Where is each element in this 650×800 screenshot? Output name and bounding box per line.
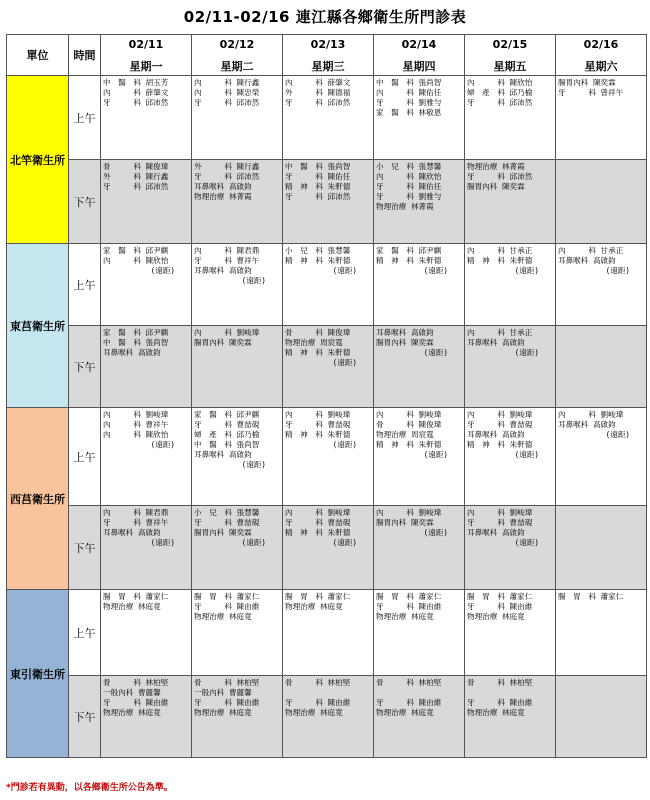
doctor-entry: 牙 科 曹喆硯 [285, 518, 351, 527]
schedule-cell [192, 244, 283, 326]
doctor-entry: 腸 胃 科 蕭家仁 [558, 592, 624, 601]
schedule-cell [283, 326, 374, 408]
schedule-cell [465, 244, 556, 326]
day-weekday: 星期二 [220, 60, 254, 73]
schedule-cell [283, 676, 374, 758]
doctor-entry: 精 神 科 朱軒德 [285, 430, 351, 439]
doctor-entry: 牙 科 曹祥午 [103, 518, 169, 527]
schedule-cell [101, 408, 192, 506]
doctor-entry: 內 科 劉峻瑋 [376, 410, 442, 419]
doctor-entry: 小 兒 科 張慧馨 [376, 162, 442, 171]
doctor-entry: 內 科 劉峻瑋 [558, 410, 624, 419]
doctor-entry: 牙 科 曾祥午 [558, 88, 624, 97]
doctor-entry: 腸胃內科 陳奕霖 [376, 338, 434, 347]
doctor-entry: 牙 科 曹喆硯 [194, 420, 260, 429]
doctor-entry: 中 醫 科 張尚智 [194, 440, 260, 449]
remote-note: (遠距) [423, 450, 448, 459]
remote-note: (遠距) [514, 266, 539, 275]
doctor-entry: 物理治療 林庭竟 [103, 708, 161, 717]
doctor-entry: 牙 科 邱沛然 [467, 172, 533, 181]
doctor-entry: 內 科 陳佑任 [376, 88, 442, 97]
period-label: 下午 [69, 160, 101, 244]
doctor-entry: 骨 科 林柏堅 [285, 678, 351, 687]
schedule-row [7, 676, 647, 758]
doctor-entry: 精 神 科 朱軒德 [376, 256, 442, 265]
schedule-row [7, 244, 647, 326]
doctor-entry: 耳鼻喉科 高啟鈞 [103, 528, 161, 537]
schedule-cell [374, 408, 465, 506]
doctor-entry: 物理治療 林菁霞 [467, 162, 525, 171]
schedule-cell [192, 506, 283, 590]
schedule-cell [101, 160, 192, 244]
doctor-entry: 內 科 陳君鼎 [103, 508, 169, 517]
schedule-cell [283, 160, 374, 244]
doctor-entry: 內 科 劉峻瑋 [376, 508, 442, 517]
schedule-row [7, 76, 647, 160]
remote-note: (遠距) [514, 348, 539, 357]
schedule-cell [374, 160, 465, 244]
remote-note: (遠距) [423, 266, 448, 275]
day-date: 02/13 [310, 38, 346, 51]
doctor-entry: 腸 胃 科 蕭家仁 [285, 592, 351, 601]
schedule-cell [556, 160, 647, 244]
schedule-cell [374, 506, 465, 590]
doctor-entry: 小 兒 科 張慧馨 [285, 246, 351, 255]
time-header: 時間 [69, 35, 101, 76]
day-header [556, 35, 647, 76]
doctor-entry: 精 神 科 朱軒德 [467, 440, 533, 449]
doctor-entry: 腸胃內科 陳奕霖 [376, 518, 434, 527]
schedule-row [7, 590, 647, 676]
remote-note: (遠距) [423, 348, 448, 357]
schedule-cell [374, 676, 465, 758]
unit-header: 單位 [7, 35, 69, 76]
schedule-cell [556, 590, 647, 676]
doctor-entry: 中 醫 科 張尚智 [376, 78, 442, 87]
doctor-entry: 小 兒 科 張慧馨 [194, 508, 260, 517]
remote-note: (遠距) [150, 266, 175, 275]
unit-name: 北竿衛生所 [7, 76, 69, 244]
schedule-cell [283, 506, 374, 590]
schedule-row [7, 506, 647, 590]
schedule-cell [192, 160, 283, 244]
doctor-entry: 骨 科 陳俊瑋 [285, 328, 351, 337]
doctor-entry [285, 688, 371, 698]
day-header [192, 35, 283, 76]
doctor-entry: 中 醫 科 張尚智 [285, 162, 351, 171]
doctor-entry: 牙 科 曹喆硯 [467, 420, 533, 429]
doctor-entry: 精 神 科 朱軒德 [376, 440, 442, 449]
unit-name: 東莒衛生所 [7, 244, 69, 408]
remote-note: (遠距) [423, 528, 448, 537]
schedule-cell [283, 408, 374, 506]
doctor-entry: 腸 胃 科 蕭家仁 [103, 592, 169, 601]
doctor-entry: 腸胃內科 陳奕霖 [558, 78, 616, 87]
doctor-entry: 牙 科 邱沛然 [194, 98, 260, 107]
doctor-entry: 中 醫 科 胡玉芳 [103, 78, 169, 87]
unit-name: 東引衛生所 [7, 590, 69, 758]
doctor-entry: 內 科 薛肇文 [285, 78, 351, 87]
doctor-entry: 內 科 陳欣怡 [376, 172, 442, 181]
schedule-cell [556, 244, 647, 326]
period-label: 上午 [69, 590, 101, 676]
doctor-entry: 腸胃內科 陳奕霖 [194, 528, 252, 537]
doctor-entry: 內 科 劉峻瑋 [467, 410, 533, 419]
period-label: 下午 [69, 326, 101, 408]
doctor-entry: 牙 科 曹祥午 [194, 256, 260, 265]
schedule-row [7, 326, 647, 408]
day-header [283, 35, 374, 76]
doctor-entry: 骨 科 林柏堅 [467, 678, 533, 687]
doctor-entry: 骨 科 林柏堅 [376, 678, 442, 687]
day-date: 02/15 [492, 38, 528, 51]
doctor-entry: 內 科 甘承正 [467, 328, 533, 337]
day-weekday: 星期五 [493, 60, 527, 73]
schedule-cell [101, 506, 192, 590]
day-date: 02/16 [583, 38, 619, 51]
doctor-entry: 內 科 劉峻瑋 [467, 508, 533, 517]
day-date: 02/14 [401, 38, 437, 51]
doctor-entry: 物理治療 林庭竟 [376, 708, 434, 717]
page-title: 02/11-02/16 連江縣各鄉衛生所門診表 [183, 8, 467, 26]
doctor-entry: 內 科 劉峻瑋 [285, 410, 351, 419]
doctor-entry: 家 醫 科 邱尹麒 [376, 246, 442, 255]
doctor-entry: 一般內科 曹麗馨 [103, 688, 161, 697]
schedule-cell [465, 676, 556, 758]
doctor-entry: 牙 科 劉雅勻 [376, 98, 442, 107]
unit-name: 西莒衛生所 [7, 408, 69, 590]
day-header [101, 35, 192, 76]
schedule-cell [101, 244, 192, 326]
doctor-entry: 骨 科 林柏堅 [194, 678, 260, 687]
schedule-cell [101, 76, 192, 160]
doctor-entry: 耳鼻喉科 高啟鈞 [194, 182, 252, 191]
schedule-cell [465, 408, 556, 506]
doctor-entry: 耳鼻喉科 高啟鈞 [103, 348, 161, 357]
doctor-entry: 牙 科 陳由維 [376, 602, 442, 611]
doctor-entry: 精 神 科 朱軒德 [467, 256, 533, 265]
schedule-cell [192, 326, 283, 408]
doctor-entry: 耳鼻喉科 高啟鈞 [376, 328, 434, 337]
doctor-entry: 牙 科 曹喆硯 [467, 518, 533, 527]
schedule-cell [192, 590, 283, 676]
remote-note: (遠距) [514, 450, 539, 459]
schedule-cell [283, 590, 374, 676]
doctor-entry: 牙 科 陳由維 [467, 698, 533, 707]
schedule-cell [374, 590, 465, 676]
doctor-entry: 耳鼻喉科 高啟鈞 [194, 450, 252, 459]
doctor-entry: 腸 胃 科 蕭家仁 [467, 592, 533, 601]
doctor-entry: 物理治療 林庭竟 [194, 612, 252, 621]
doctor-entry: 內 科 甘承正 [467, 246, 533, 255]
doctor-entry: 牙 科 邱沛然 [103, 98, 169, 107]
schedule-cell [101, 676, 192, 758]
doctor-entry: 物理治療 林菁霞 [194, 192, 252, 201]
remote-note: (遠距) [605, 430, 630, 439]
remote-note: (遠距) [241, 538, 266, 547]
doctor-entry: 家 醫 科 邱尹麒 [103, 246, 169, 255]
doctor-entry: 牙 科 陳由維 [285, 698, 351, 707]
day-weekday: 星期三 [311, 60, 345, 73]
day-weekday: 星期四 [402, 60, 436, 73]
doctor-entry: 內 科 薛肇文 [103, 88, 169, 97]
doctor-entry: 物理治療 林庭竟 [103, 602, 161, 611]
schedule-cell [101, 590, 192, 676]
schedule-cell [283, 76, 374, 160]
doctor-entry: 內 科 劉峻瑋 [194, 328, 260, 337]
schedule-cell [465, 326, 556, 408]
schedule-cell [101, 326, 192, 408]
schedule-cell [465, 590, 556, 676]
doctor-entry: 內 科 陳欣怡 [103, 256, 169, 265]
doctor-entry: 牙 科 劉雅勻 [376, 192, 442, 201]
schedule-cell [556, 676, 647, 758]
period-label: 上午 [69, 76, 101, 160]
doctor-entry: 物理治療 林庭竟 [467, 612, 525, 621]
doctor-entry: 中 醫 科 張尚智 [103, 338, 169, 347]
doctor-entry: 耳鼻喉科 高啟鈞 [194, 266, 252, 275]
doctor-entry: 家 醫 科 林敬恩 [376, 108, 442, 117]
doctor-entry: 內 科 劉峻瑋 [103, 410, 169, 419]
schedule-cell [374, 326, 465, 408]
day-date: 02/12 [219, 38, 255, 51]
doctor-entry: 耳鼻喉科 高啟鈞 [467, 430, 525, 439]
schedule-cell [556, 506, 647, 590]
clinic-schedule-table [6, 34, 647, 758]
remote-note: (遠距) [332, 266, 357, 275]
doctor-entry: 精 神 科 朱軒德 [285, 348, 351, 357]
schedule-cell [192, 408, 283, 506]
doctor-entry: 牙 科 邱沛然 [285, 192, 351, 201]
day-header [374, 35, 465, 76]
remote-note: (遠距) [241, 276, 266, 285]
header-row [7, 35, 647, 76]
doctor-entry: 牙 科 陳由維 [467, 602, 533, 611]
doctor-entry: 腸 胃 科 蕭家仁 [376, 592, 442, 601]
schedule-row [7, 160, 647, 244]
doctor-entry [467, 688, 553, 698]
period-label: 上午 [69, 408, 101, 506]
doctor-entry: 精 神 科 朱軒德 [285, 528, 351, 537]
day-header [465, 35, 556, 76]
doctor-entry: 物理治療 林庭竟 [285, 708, 343, 717]
doctor-entry: 耳鼻喉科 高啟鈞 [558, 256, 616, 265]
remote-note: (遠距) [605, 266, 630, 275]
doctor-entry: 一般內科 曹麗馨 [194, 688, 252, 697]
remote-note: (遠距) [150, 538, 175, 547]
doctor-entry: 物理治療 林菁霞 [376, 202, 434, 211]
doctor-entry: 家 醫 科 邱尹麒 [103, 328, 169, 337]
schedule-cell [465, 160, 556, 244]
schedule-cell [556, 408, 647, 506]
doctor-entry: 內 科 陳君鼎 [194, 246, 260, 255]
doctor-entry: 物理治療 林庭竟 [467, 708, 525, 717]
doctor-entry: 內 科 陳忠榮 [194, 88, 260, 97]
doctor-entry: 內 科 曹祥午 [103, 420, 169, 429]
doctor-entry: 物理治療 周宸霆 [376, 430, 434, 439]
schedule-cell [556, 326, 647, 408]
doctor-entry: 牙 科 邱沛然 [285, 98, 351, 107]
doctor-entry: 物理治療 林庭竟 [285, 602, 343, 611]
doctor-entry: 牙 科 陳由維 [194, 602, 260, 611]
doctor-entry: 牙 科 曹喆硯 [285, 420, 351, 429]
doctor-entry: 耳鼻喉科 高啟鈞 [558, 420, 616, 429]
schedule-cell [374, 76, 465, 160]
doctor-entry: 牙 科 邱沛然 [467, 98, 533, 107]
doctor-entry: 外 科 陳行鑫 [103, 172, 169, 181]
doctor-entry: 骨 科 陳俊瑋 [376, 420, 442, 429]
doctor-entry: 內 科 陳欣怡 [467, 78, 533, 87]
period-label: 下午 [69, 676, 101, 758]
period-label: 下午 [69, 506, 101, 590]
doctor-entry: 牙 科 陳由維 [194, 698, 260, 707]
doctor-entry: 耳鼻喉科 高啟鈞 [467, 528, 525, 537]
footnote: *門診若有異動，以各鄉衛生所公告為準。 [6, 783, 173, 793]
doctor-entry: 牙 科 陳佑任 [376, 182, 442, 191]
schedule-cell [283, 244, 374, 326]
doctor-entry: 骨 科 林柏堅 [103, 678, 169, 687]
remote-note: (遠距) [332, 358, 357, 367]
remote-note: (遠距) [241, 460, 266, 469]
day-date: 02/11 [128, 38, 164, 51]
doctor-entry: 牙 科 陳由維 [376, 698, 442, 707]
doctor-entry: 腸胃內科 陳奕霖 [194, 338, 252, 347]
doctor-entry [376, 688, 462, 698]
remote-note: (遠距) [332, 538, 357, 547]
doctor-entry: 外 科 陳行鑫 [194, 162, 260, 171]
doctor-entry: 腸 胃 科 蕭家仁 [194, 592, 260, 601]
schedule-cell [192, 676, 283, 758]
doctor-entry: 婦 產 科 邱乃榆 [467, 88, 533, 97]
doctor-entry: 腸胃內科 陳奕霖 [467, 182, 525, 191]
day-weekday: 星期一 [129, 60, 163, 73]
remote-note: (遠距) [150, 440, 175, 449]
doctor-entry: 精 神 科 朱軒德 [285, 256, 351, 265]
doctor-entry: 牙 科 陳由維 [103, 698, 169, 707]
doctor-entry: 物理治療 林庭竟 [194, 708, 252, 717]
schedule-cell [465, 76, 556, 160]
period-label: 上午 [69, 244, 101, 326]
remote-note: (遠距) [332, 440, 357, 449]
schedule-cell [192, 76, 283, 160]
schedule-cell [556, 76, 647, 160]
doctor-entry: 婦 產 科 邱乃榆 [194, 430, 260, 439]
doctor-entry: 骨 科 陳俊瑋 [103, 162, 169, 171]
schedule-cell [374, 244, 465, 326]
remote-note: (遠距) [514, 538, 539, 547]
doctor-entry: 牙 科 邱沛然 [194, 172, 260, 181]
schedule-row [7, 408, 647, 506]
doctor-entry: 牙 科 曹喆硯 [194, 518, 260, 527]
doctor-entry: 內 科 甘承正 [558, 246, 624, 255]
doctor-entry: 家 醫 科 邱尹麒 [194, 410, 260, 419]
doctor-entry: 牙 科 邱沛然 [103, 182, 169, 191]
day-weekday: 星期六 [584, 60, 618, 73]
doctor-entry: 內 科 劉峻瑋 [285, 508, 351, 517]
doctor-entry: 物理治療 周宸霆 [285, 338, 343, 347]
doctor-entry: 耳鼻喉科 高啟鈞 [467, 338, 525, 347]
doctor-entry: 物理治療 林庭竟 [376, 612, 434, 621]
doctor-entry: 內 科 陳行鑫 [194, 78, 260, 87]
doctor-entry: 牙 科 陳佑任 [285, 172, 351, 181]
doctor-entry: 外 科 陳德福 [285, 88, 351, 97]
schedule-cell [465, 506, 556, 590]
doctor-entry: 內 科 陳欣怡 [103, 430, 169, 439]
doctor-entry: 精 神 科 朱軒德 [285, 182, 351, 191]
